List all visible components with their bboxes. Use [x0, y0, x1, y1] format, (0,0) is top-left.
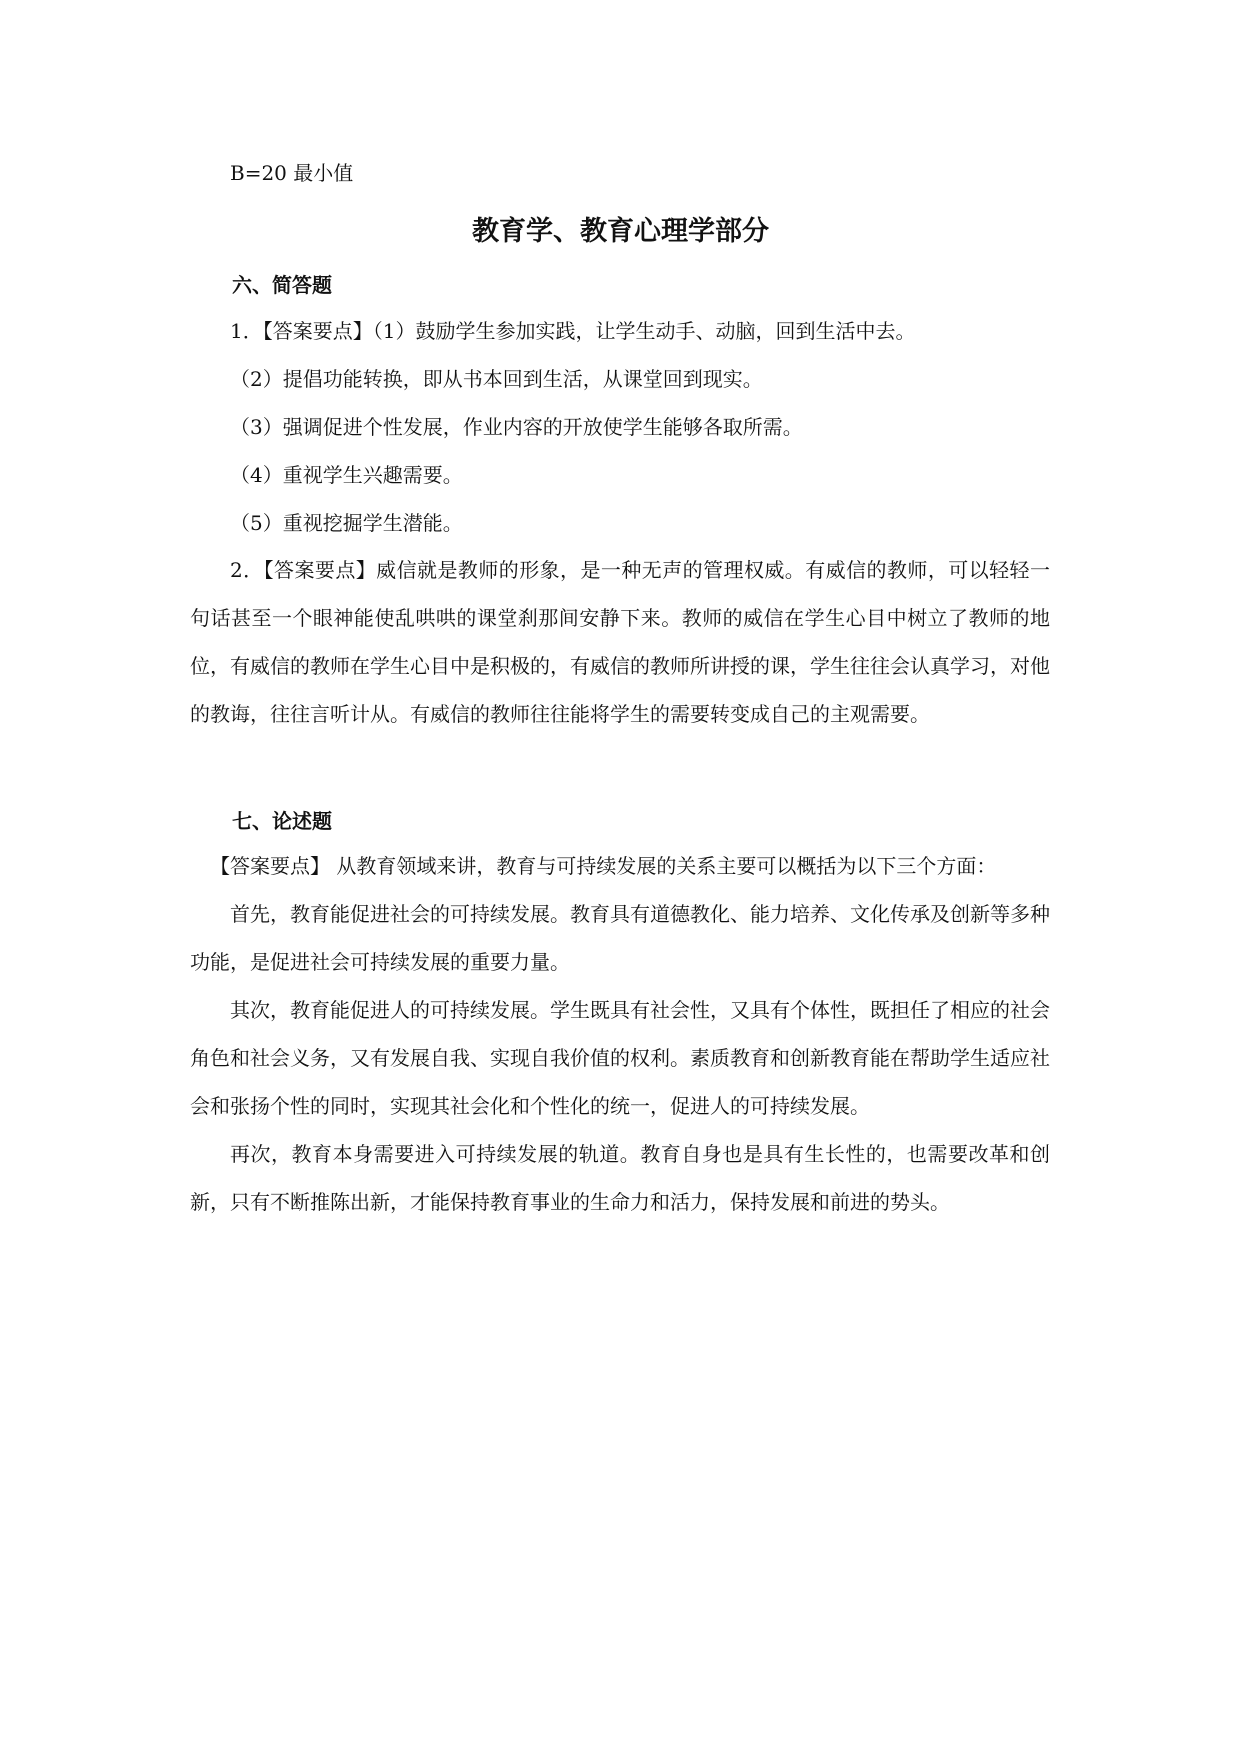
section7-heading: 七、论述题 [232, 809, 332, 833]
q1-item-5: （5）重视挖掘学生潜能。 [230, 511, 463, 535]
section7-paragraph-2: 其次，教育能促进人的可持续发展。学生既具有社会性，又具有个体性，既担任了相应的社会角色和社会义务，又有发展自我、实现自我价值的权利。素质教育和创新教育能在帮助学生适应社会和张扬个性的同时，实现其社会化和个性化的统一，促进人的可持续发展。 [190, 998, 1050, 1118]
page-title: 教育学、教育心理学部分 [472, 216, 769, 247]
q2-paragraph: 2．【答案要点】威信就是教师的形象，是一种无声的管理权威。有威信的教师，可以轻轻一句话甚至一个眼神能使乱哄哄的课堂刹那间安静下来。教师的威信在学生心目中树立了教师的地位，有威信的教师在学生心目中是积极的，有威信的教师所讲授的课，学生往往会认真学习，对他的教诲，往往言听计从。有威信的教师往往能将学生的需要转变成自己的主观需要。 [190, 558, 1050, 726]
section6-heading: 六、简答题 [232, 273, 332, 297]
q1-item-2: （2）提倡功能转换，即从书本回到生活，从课堂回到现实。 [230, 367, 763, 391]
top-note: B=20 最小值 [230, 161, 354, 185]
q1-line1: 1．【答案要点】（1）鼓励学生参加实践，让学生动手、动脑，回到生活中去。 [230, 319, 916, 343]
section7-paragraph-3: 再次，教育本身需要进入可持续发展的轨道。教育自身也是具有生长性的，也需要改革和创新，只有不断推陈出新，才能保持教育事业的生命力和活力，保持发展和前进的势头。 [190, 1142, 1050, 1214]
q1-item-3: （3）强调促进个性发展，作业内容的开放使学生能够各取所需。 [230, 415, 803, 439]
section7-intro: 【答案要点】 从教育领域来讲，教育与可持续发展的关系主要可以概括为以下三个方面： [210, 854, 997, 878]
section7-paragraph-1: 首先，教育能促进社会的可持续发展。教育具有道德教化、能力培养、文化传承及创新等多种功能，是促进社会可持续发展的重要力量。 [190, 902, 1050, 974]
q1-item-4: （4）重视学生兴趣需要。 [230, 463, 463, 487]
